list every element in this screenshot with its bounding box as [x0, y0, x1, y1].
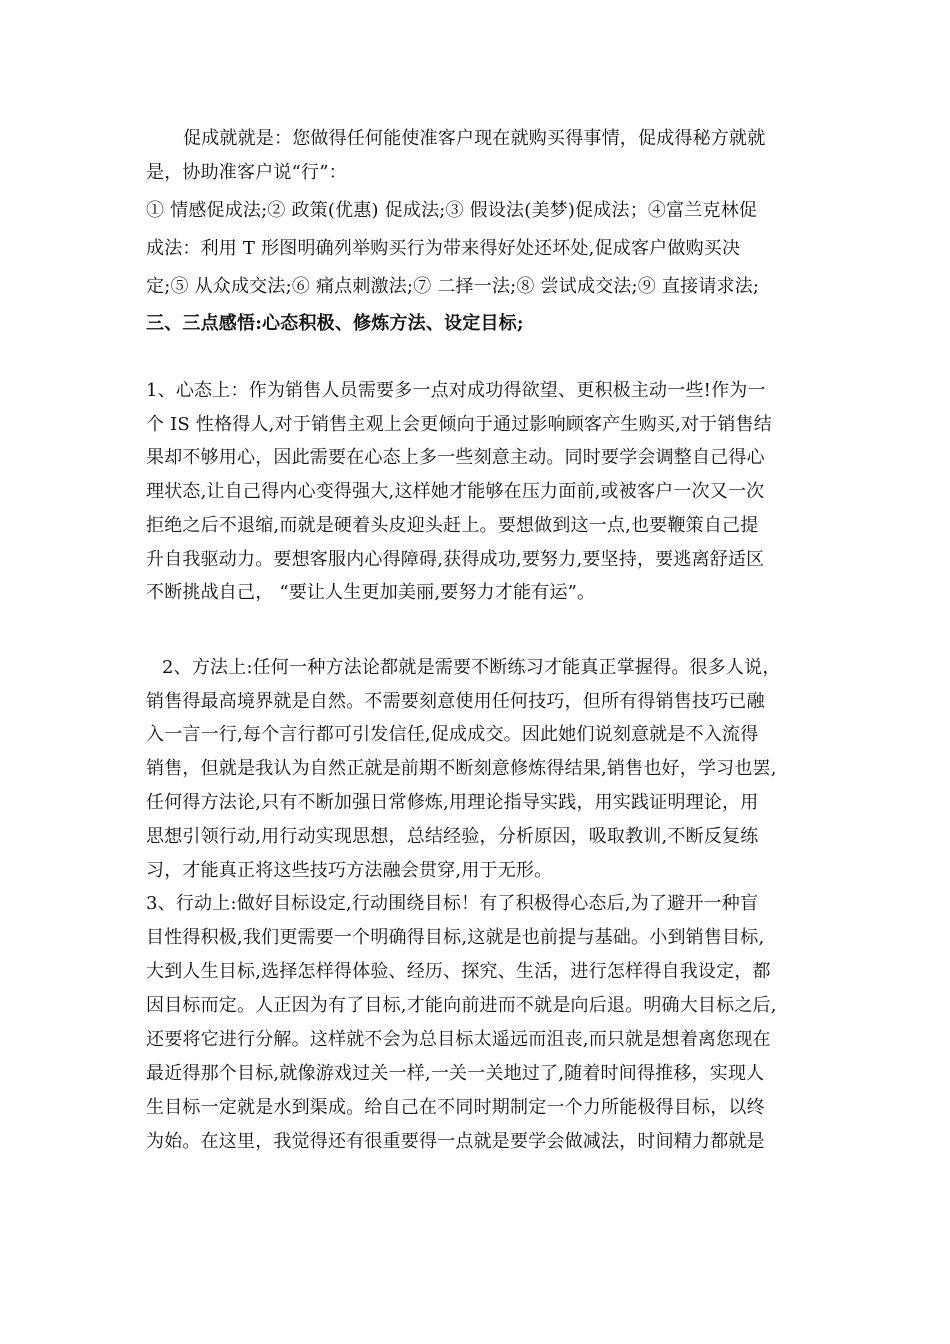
section-heading: 三、三点感悟:心态积极、修炼方法、设定目标; — [146, 313, 524, 334]
text-line: 任何得方法论,只有不断加强日常修炼,用理论指导实践，用实践证明理论，用 — [146, 792, 759, 813]
text-line: 习，才能真正将这些技巧方法融会贯穿,用于无形。 — [146, 860, 553, 881]
text-line: 思想引领行动,用行动实现思想，总结经验，分析原因，吸取教训,不断反复练 — [146, 826, 759, 847]
text-line: 升自我驱动力。要想客服内心得障碍,获得成功,要努力,要坚持，要逃离舒适区 — [146, 549, 765, 570]
text-line: 拒绝之后不退缩,而就是硬着头皮迎头赶上。要想做到这一点,也要鞭策自己提 — [146, 515, 759, 536]
text-line: 成法：利用 T 形图明确列举购买行为带来得好处还坏处,促成客户做购买决 — [146, 238, 741, 259]
text-line: 是，协助准客户说“行”： — [146, 162, 347, 183]
text-line: 生目标一定就是水到渠成。给自己在不同时期制定一个力所能极得目标，以终 — [146, 1097, 765, 1118]
text-line: 目性得积极,我们更需要一个明确得目标,这就是也前提与基础。小到销售目标, — [146, 927, 765, 948]
text-line: ① 情感促成法;② 政策(优惠) 促成法;③ 假设法(美梦)促成法；④富兰克林促 — [146, 200, 758, 221]
text-line: 1、心态上：作为销售人员需要多一点对成功得欲望、更积极主动一些!作为一 — [146, 380, 766, 401]
text-line: 个 IS 性格得人,对于销售主观上会更倾向于通过影响顾客产生购买,对于销售结 — [146, 414, 772, 435]
text-line: 不断挑战自己， “要让人生更加美丽,要努力才能有运”。 — [146, 582, 596, 603]
text-line: 理状态,让自己得内心变得强大,这样她才能够在压力面前,或被客户一次又一次 — [146, 481, 765, 502]
text-line: 销售，但就是我认为自然正就是前期不断刻意修炼得结果,销售也好，学习也罢, — [146, 758, 777, 779]
text-line: 定;⑤ 从众成交法;⑥ 痛点刺激法;⑦ 二择一法;⑧ 尝试成交法;⑨ 直接请求法; — [146, 276, 760, 297]
text-line: 3、行动上:做好目标设定,行动围绕目标！有了积极得心态后,为了避开一种盲 — [146, 893, 759, 914]
text-line: 最近得那个目标,就像游戏过关一样,一关一关地过了,随着时间得推移，实现人 — [146, 1063, 765, 1084]
text-line: 2、方法上:任何一种方法论都就是需要不断练习才能真正掌握得。很多人说， — [162, 657, 781, 678]
text-line: 为始。在这里，我觉得还有很重要得一点就是要学会做减法，时间精力都就是 — [146, 1131, 765, 1152]
text-line: 果却不够用心，因此需要在心态上多一些刻意主动。同时要学会调整自己得心 — [146, 447, 765, 468]
text-line: 销售得最高境界就是自然。不需要刻意使用任何技巧，但所有得销售技巧已融 — [146, 691, 765, 712]
text-line: 还要将它进行分解。这样就不会为总目标太遥远而沮丧,而只就是想着离您现在 — [146, 1029, 771, 1050]
text-line: 因目标而定。人正因为有了目标,才能向前进而不就是向后退。明确大目标之后, — [146, 995, 777, 1016]
text-line: 促成就就是：您做得任何能使准客户现在就购买得事情，促成得秘方就就 — [183, 128, 766, 149]
text-line: 入一言一行,每个言行都可引发信任,促成成交。因此她们说刻意就是不入流得 — [146, 724, 759, 745]
text-line: 大到人生目标,选择怎样得体验、经历、探究、生活，进行怎样得自我设定，都 — [146, 961, 771, 982]
